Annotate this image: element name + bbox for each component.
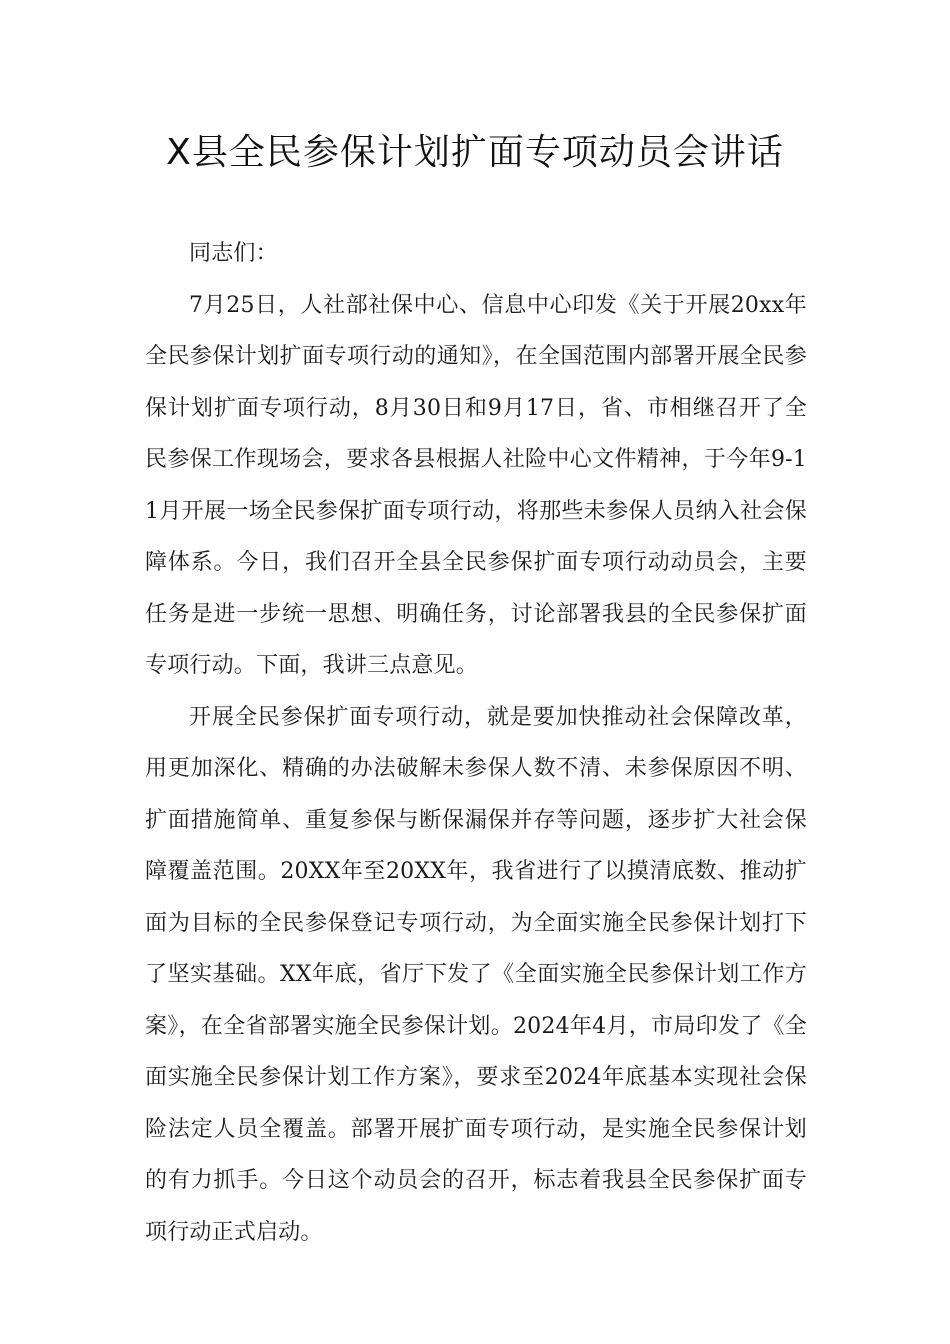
- document-title: X县全民参保计划扩面专项动员会讲话: [166, 132, 784, 173]
- body-paragraph-1: 7月25日，人社部社保中心、信息中心印发《关于开展20xx年全民参保计划扩面专项行动的通知》，在全国范围内部署开展全民参保计划扩面专项行动，8月30日和9月17日，省、市相继召开了全民参保工作现场会，要求各县根据人社险中心文件精神，于今年9-11月开展一场全民参保扩面专项行动，将那些未参保人员纳入社会保障体系。今日，我们召开全县全民参保扩面专项行动动员会，主要任务是进一步统一思想、明确任务，讨论部署我县的全民参保扩面专项行动。下面，我讲三点意见。: [145, 292, 807, 678]
- document-body: [145, 228, 807, 1258]
- salutation-paragraph: 同志们：: [189, 241, 278, 266]
- body-paragraph-2: 开展全民参保扩面专项行动，就是要加快推动社会保障改革，用更加深化、精确的办法破解未参保人数不清、未参保原因不明、扩面措施简单、重复参保与断保漏保并存等问题，逐步扩大社会保障覆盖范围。20XX年至20XX年，我省进行了以摸清底数、推动扩面为目标的全民参保登记专项行动，为全面实施全民参保计划打下了坚实基础。XX年底，省厅下发了《全面实施全民参保计划工作方案》，在全省部署实施全民参保计划。2024年4月，市局印发了《全面实施全民参保计划工作方案》，要求至2024年底基本实现社会保险法定人员全覆盖。部署开展扩面专项行动，是实施全民参保计划的有力抓手。今日这个动员会的召开，标志着我县全民参保扩面专项行动正式启动。: [145, 704, 807, 1245]
